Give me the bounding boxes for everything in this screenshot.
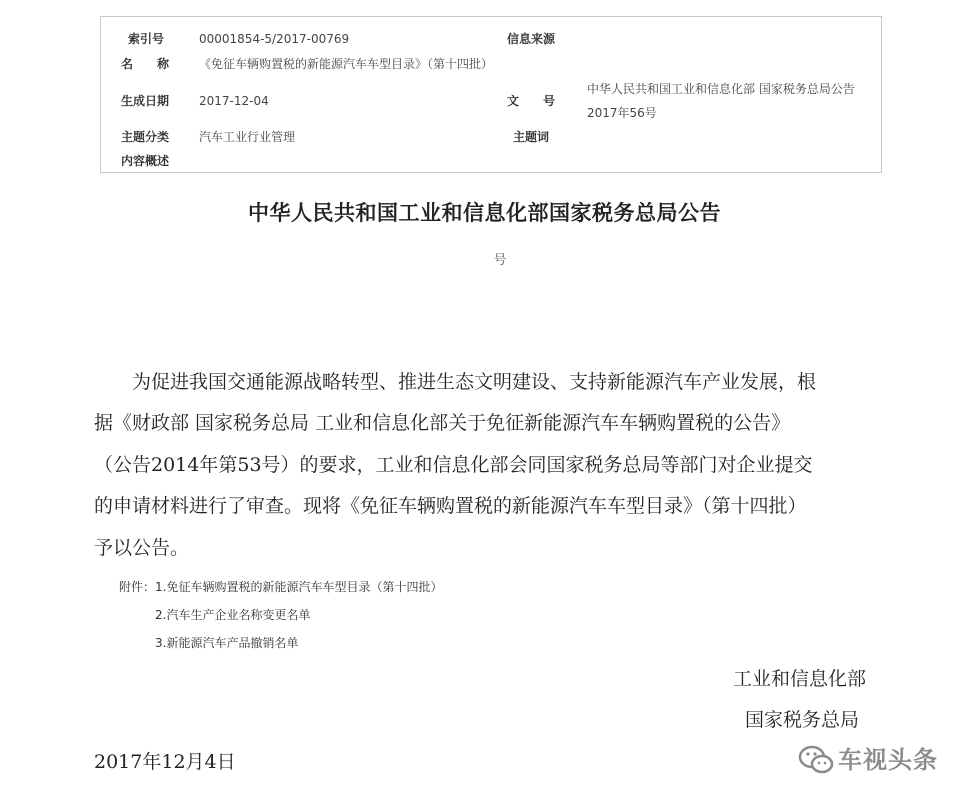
page-title: 中华人民共和国工业和信息化部国家税务总局公告: [248, 201, 721, 225]
attachment-3: 3.新能源汽车产品撤销名单: [155, 636, 299, 650]
body-line-4: 的申请材料进行了审查。现将《免征车辆购置税的新能源汽车车型目录》（第十四批）: [94, 495, 807, 517]
signature-tax: 国家税务总局: [745, 709, 860, 731]
name-value: 《免征车辆购置税的新能源汽车车型目录》（第十四批）: [199, 57, 494, 71]
docnum-value-line1: 中华人民共和国工业和信息化部 国家税务总局公告: [587, 82, 855, 96]
metadata-table: [100, 16, 882, 173]
docnum-value-line2: 2017年56号: [587, 106, 657, 120]
body-line-3: （公告2014年第53号）的要求，工业和信息化部会同国家税务总局等部门对企业提交: [94, 454, 813, 476]
summary-label: 内容概述: [121, 154, 170, 168]
signature-miit: 工业和信息化部: [733, 668, 867, 690]
date-value: 2017-12-04: [199, 94, 269, 108]
date-label: 生成日期: [121, 94, 170, 108]
attachment-2: 2.汽车生产企业名称变更名单: [155, 608, 311, 622]
body-line-2: 据《财政部 国家税务总局 工业和信息化部关于免征新能源汽车车辆购置税的公告》: [94, 412, 791, 434]
index-label: 索引号: [128, 32, 165, 46]
doc-number: 号: [493, 253, 507, 268]
category-value: 汽车工业行业管理: [199, 130, 296, 144]
wechat-icon: [796, 742, 836, 778]
category-label: 主题分类: [121, 130, 170, 144]
body-line-1: 为促进我国交通能源战略转型、推进生态文明建设、支持新能源汽车产业发展，根: [132, 371, 817, 393]
keyword-label: 主题词: [513, 130, 550, 144]
watermark: [796, 736, 956, 780]
issue-date: 2017年12月4日: [94, 751, 236, 773]
source-label: 信息来源: [507, 32, 556, 46]
body-line-5: 予以公告。: [94, 537, 190, 559]
index-value: 00001854-5/2017-00769: [199, 32, 350, 46]
watermark-text: 车视头条: [838, 746, 938, 774]
docnum-label: 文 号: [507, 94, 556, 108]
attachment-1: 附件：1.免征车辆购置税的新能源汽车车型目录（第十四批）: [119, 580, 443, 594]
name-label: 名 称: [121, 57, 170, 71]
